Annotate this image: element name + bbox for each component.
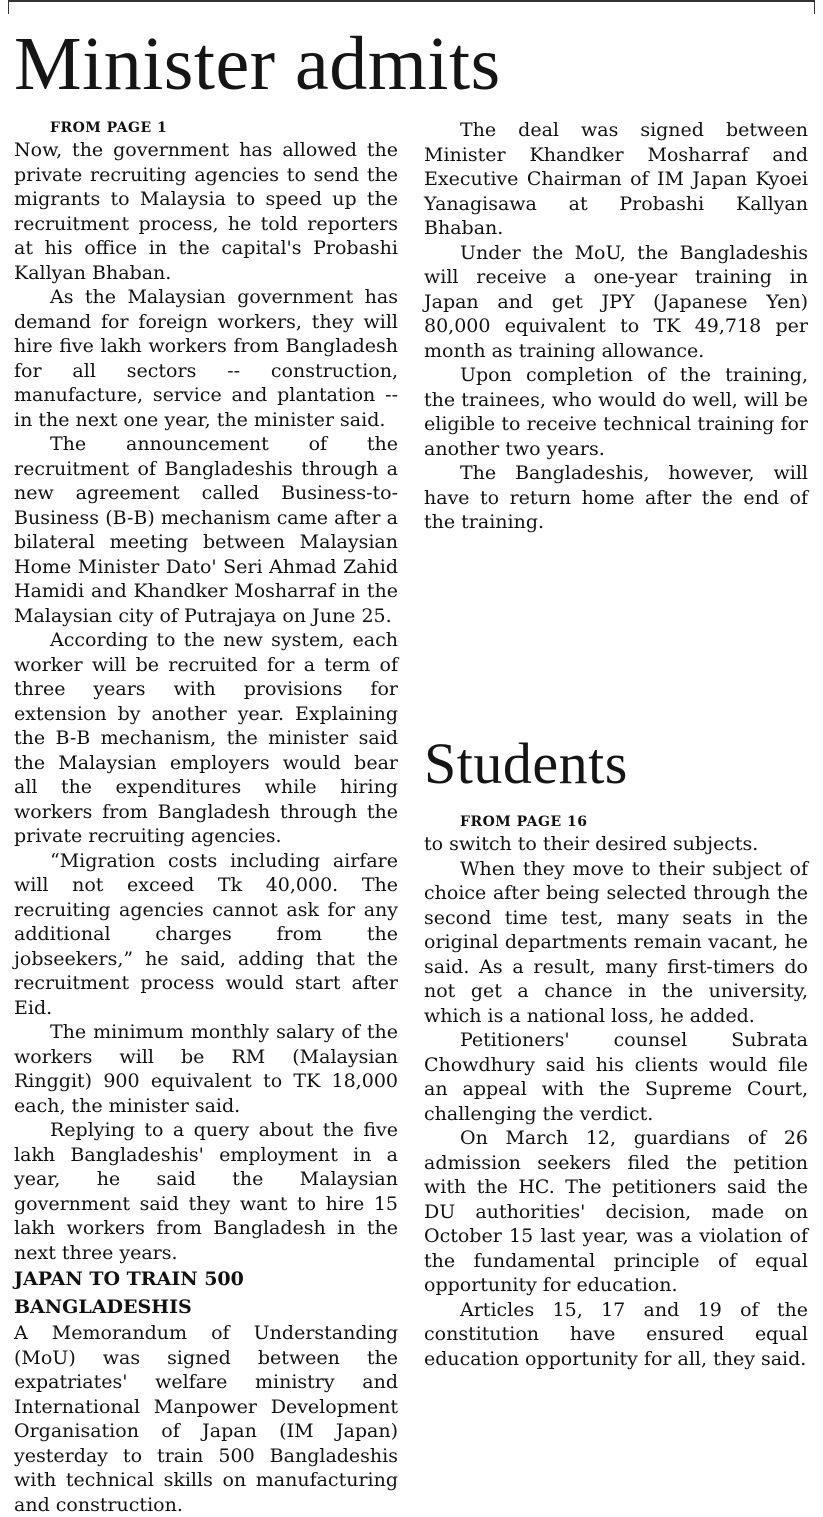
students-story-column	[424, 812, 808, 1371]
story-paragraph: The deal was signed between Minister Khandker Mosharraf and Executive Chairman of IM Japan Kyoei Yanagisawa at Probashi Kallyan Bhaban.	[424, 119, 808, 239]
story-paragraph: Articles 15, 17 and 19 of the constitution have ensured equal education opportunity for all, they said.	[424, 1298, 808, 1370]
story-paragraph: Now, the government has allowed the private recruiting agencies to send the migrants to Malaysia to speed up the recruitment process, he told reporters at his office in the capital's Probashi Kallyan Bhaban.	[14, 139, 398, 284]
story-paragraph: On March 12, guardians of 26 admission seekers filed the petition with the HC. The petitioners said the DU authorities' decision, made on October 15 last year, was a violation of the fundamental principle of equal opportunity for education.	[424, 1127, 808, 1296]
story-paragraph: to switch to their desired subjects.	[424, 833, 759, 855]
story-paragraph: The Bangladeshis, however, will have to return home after the end of the training.	[424, 462, 808, 533]
story-paragraph: The announcement of the recruitment of Bangladeshis through a new agreement called Business-to-Business (B-B) mechanism came after a bilateral meeting between Malaysian Home Minister Dato' Seri Ahmad Zahid Hamidi and Khandker Mosharraf in the Malaysian city of Putrajaya on June 25.	[14, 433, 398, 627]
from-page-label: FROM PAGE 16	[460, 814, 588, 830]
story-paragraph: A Memorandum of Understanding (MoU) was signed between the expatriates' welfare ministry and International Manpower Development Organisation of Japan (IM Japan) yesterday to train 500 Bangladeshis with technical skills on manufacturing and construction.	[14, 1322, 398, 1516]
left-border-tick	[8, 0, 9, 14]
story-paragraph: Petitioners' counsel Subrata Chowdhury said his clients would file an appeal with the Supreme Court, challenging the verdict.	[424, 1029, 808, 1125]
minister-story-column-1	[14, 118, 398, 1517]
story-paragraph: Upon completion of the training, the trainees, who would do well, will be eligible to receive technical training for another two years.	[424, 364, 808, 460]
from-page-label: FROM PAGE 1	[50, 120, 168, 136]
story-paragraph: According to the new system, each worker will be recruited for a term of three years with provisions for extension by another year. Explaining the B-B mechanism, the minister said the Malaysian employers would bear all the expenditures while hiring workers from Bangladesh through the private recruiting agencies.	[14, 629, 398, 847]
top-border-rule	[8, 0, 815, 2]
story-paragraph: When they move to their subject of choice after being selected through the second time test, many seats in the original departments remain vacant, he said. As a result, many first-timers do not get a chance in the university, which is a national loss, he added.	[424, 857, 808, 1027]
minister-story-column-2	[424, 118, 808, 535]
story-paragraph: “Migration costs including airfare will not exceed Tk 40,000. The recruiting agencies cannot ask for any additional charges from the jobseekers,” he said, adding that the recruitment process would start after Eid.	[14, 849, 398, 1019]
story-paragraph: Replying to a query about the five lakh Bangladeshis' employment in a year, he said the Malaysian government said they want to hire 15 lakh workers from Bangladesh in the next three years.	[14, 1119, 398, 1264]
headline-minister-admits: Minister admits	[14, 22, 501, 106]
story-paragraph: Under the MoU, the Bangladeshis will receive a one-year training in Japan and get JPY (Japanese Yen) 80,000 equivalent to TK 49,718 per month as training allowance.	[424, 241, 808, 362]
headline-students: Students	[424, 731, 628, 796]
subhead-japan-train: JAPAN TO TRAIN 500 BANGLADESHIS	[14, 1268, 244, 1318]
right-border-tick	[814, 0, 815, 14]
story-paragraph: As the Malaysian government has demand for foreign workers, they will hire five lakh workers from Bangladesh for all sectors -- construction, manufacture, service and plantation -- in the next one year, the minister said.	[14, 286, 398, 431]
story-paragraph: The minimum monthly salary of the workers will be RM (Malaysian Ringgit) 900 equivalent to TK 18,000 each, the minister said.	[14, 1021, 398, 1117]
